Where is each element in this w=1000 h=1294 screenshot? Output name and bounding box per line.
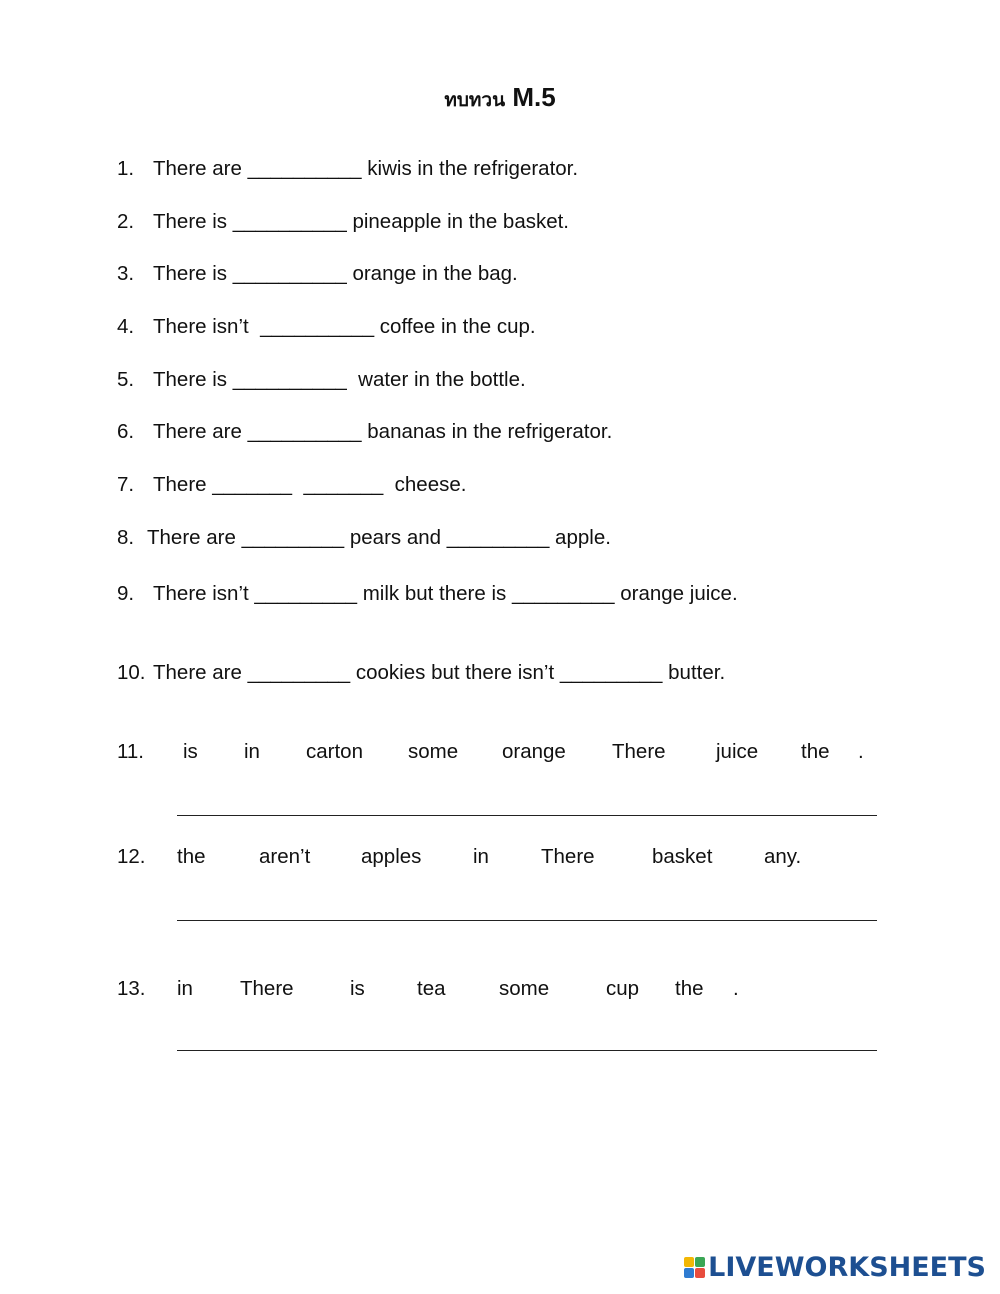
- question-number: 6.: [117, 420, 135, 443]
- answer-line: [177, 1050, 877, 1051]
- question-text: There isn’t _________ milk but there is _________ orange juice.: [153, 582, 738, 605]
- scramble-word: in: [244, 740, 260, 763]
- question-text: There are __________ bananas in the refrigerator.: [153, 420, 613, 443]
- question-number: 13.: [117, 977, 146, 1000]
- logo-tile: [684, 1257, 694, 1267]
- scramble-word: There: [612, 740, 666, 763]
- scramble-word: .: [858, 740, 864, 763]
- liveworksheets-logo: [684, 1252, 986, 1282]
- answer-line: [177, 920, 877, 921]
- question-number: 2.: [117, 210, 135, 233]
- scramble-word: some: [408, 740, 459, 763]
- question-number: 8.: [117, 526, 135, 549]
- question-number: 9.: [117, 582, 135, 605]
- scramble-word: the: [675, 977, 704, 1000]
- scramble-word: is: [350, 977, 365, 1000]
- scramble-word: the: [177, 845, 206, 868]
- logo-tile: [695, 1268, 705, 1278]
- question-text: There is __________ orange in the bag.: [153, 262, 518, 285]
- question-text: There are __________ kiwis in the refrigerator.: [153, 157, 579, 180]
- scramble-word: any.: [764, 845, 802, 868]
- scramble-word: in: [473, 845, 489, 868]
- title-thai: ทบทวน: [444, 89, 506, 111]
- question-number: 3.: [117, 262, 135, 285]
- logo-tile: [695, 1257, 705, 1267]
- scramble-word: carton: [306, 740, 363, 763]
- scramble-word: apples: [361, 845, 422, 868]
- answer-line: [177, 815, 877, 816]
- question-number: 10.: [117, 661, 146, 684]
- question-text: There _______ _______ cheese.: [153, 473, 467, 496]
- question-number: 4.: [117, 315, 135, 338]
- logo-text: LIVEWORKSHEETS: [708, 1251, 986, 1283]
- title-level: M.5: [512, 82, 556, 112]
- question-text: There is __________ pineapple in the basket.: [153, 210, 570, 233]
- liveworksheets-logo-icon: [684, 1257, 705, 1278]
- logo-tile: [684, 1268, 694, 1278]
- question-text: There are _________ pears and _________ apple.: [147, 526, 611, 549]
- scramble-word: some: [499, 977, 550, 1000]
- scramble-word: .: [733, 977, 739, 1000]
- question-number: 7.: [117, 473, 135, 496]
- question-number: 12.: [117, 845, 146, 868]
- question-number: 11.: [117, 740, 144, 763]
- question-number: 5.: [117, 368, 135, 391]
- scramble-word: tea: [417, 977, 446, 1000]
- scramble-word: juice: [716, 740, 759, 763]
- question-text: There are _________ cookies but there isn’t _________ butter.: [153, 661, 726, 684]
- question-text: There isn’t __________ coffee in the cup.: [153, 315, 536, 338]
- scramble-word: There: [240, 977, 294, 1000]
- scramble-word: the: [801, 740, 830, 763]
- page-title: [0, 82, 1000, 115]
- scramble-word: cup: [606, 977, 640, 1000]
- scramble-word: basket: [652, 845, 713, 868]
- question-number: 1.: [117, 157, 135, 180]
- question-text: There is __________ water in the bottle.: [153, 368, 526, 391]
- scramble-word: in: [177, 977, 193, 1000]
- scramble-word: orange: [502, 740, 566, 763]
- scramble-word: aren’t: [259, 845, 311, 868]
- scramble-word: There: [541, 845, 595, 868]
- scramble-word: is: [183, 740, 198, 763]
